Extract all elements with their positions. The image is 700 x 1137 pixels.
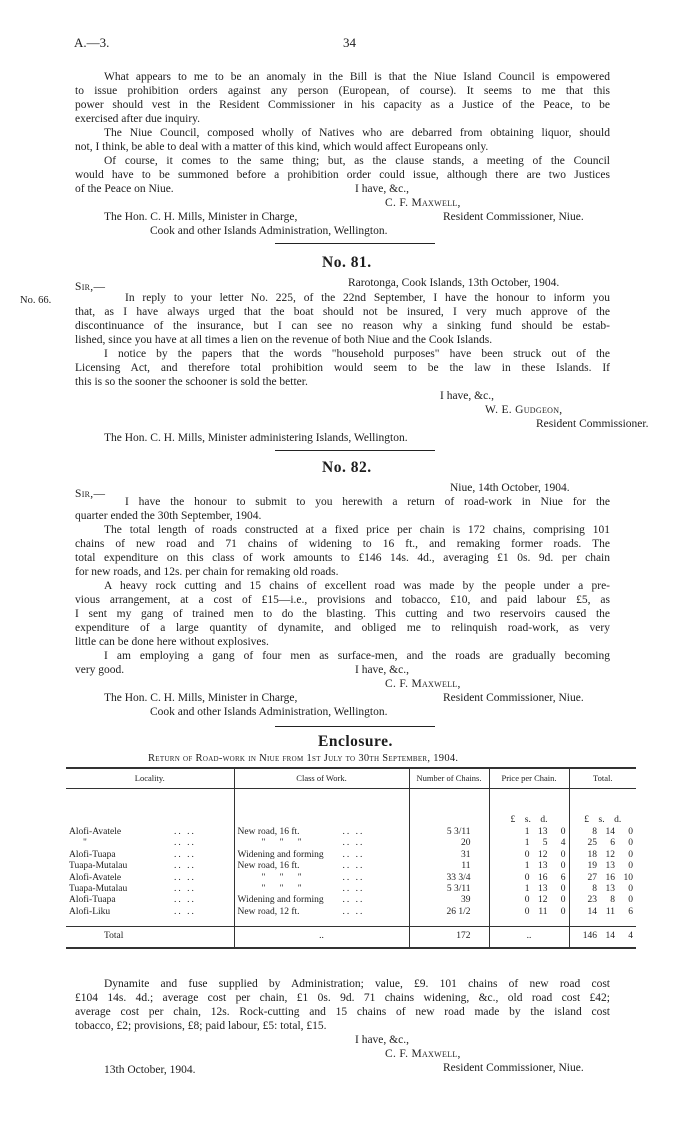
- money-pounds: 18: [587, 849, 597, 860]
- unit-shillings: s.: [598, 814, 605, 825]
- money-pence: 4: [560, 838, 566, 849]
- text-line: lished, since you have at all times a lien on the revenue of both Niue and the Cook Islands.: [75, 334, 493, 346]
- money-shillings: 16: [605, 872, 615, 883]
- money-shillings: 16: [538, 872, 548, 883]
- text-line: I am employing a gang of four men as surface-men, and the roads are gradually becoming: [104, 650, 610, 662]
- work-class-cell: " " ": [261, 883, 302, 894]
- text-line: discontinuance of the insurance, but I can see no reason why a sinking fund should be estab-: [75, 320, 610, 332]
- text-line: Licensing Act, and therefore total prohibition would seem to be the law in these Islands. If: [75, 362, 610, 374]
- salutation: Sir,—: [75, 281, 106, 293]
- money-shillings: 14: [605, 826, 615, 837]
- text-line: power should vest in the Resident Commissioner in his capacity as a Justice of the Peace, to be: [75, 99, 610, 111]
- table-units-row: [66, 789, 636, 827]
- money-shillings: 6: [610, 838, 615, 849]
- work-class-cell: Widening and forming: [237, 895, 324, 906]
- chains-cell: 5 3/11: [446, 826, 471, 837]
- text-line: for new roads, and 12s. per chain for remaking old roads.: [75, 566, 339, 578]
- addressee-line2: Cook and other Islands Administration, Wellington.: [150, 225, 388, 237]
- work-class-cell: " " ": [261, 872, 302, 883]
- chains-cell: 33 3/4: [446, 872, 471, 883]
- closing: I have, &c.,: [355, 183, 409, 195]
- locality-cell: Alofi-Tuapa: [69, 895, 116, 906]
- table-row: Alofi-Avatele .. .. New road, 16 ft. .. .. 5 3/11 1 13 0 8 14 0: [66, 827, 636, 838]
- report-ref: A.—3.: [74, 35, 110, 50]
- text-line: to issue prohibition orders against any person (European, of course). It seems to me that this: [75, 85, 610, 97]
- note-line: Dynamite and fuse supplied by Administration; value, £9. 101 chains of new road cost: [104, 978, 610, 990]
- chains-cell: 39: [461, 895, 471, 906]
- unit-pounds: £: [584, 814, 590, 825]
- signer-title: Resident Commissioner, Niue.: [443, 692, 584, 704]
- money-pounds: 1: [524, 861, 530, 872]
- text-line: would have to be summoned before a prohibition order could issue, although there are two Justices: [75, 169, 610, 181]
- text-line: In reply to your letter No. 225, of the 22nd September, I have the honour to inform you: [125, 292, 610, 304]
- letter-heading: No. 82.: [322, 459, 372, 476]
- money-pounds: 146: [582, 931, 597, 942]
- chains-cell: 11: [461, 861, 471, 872]
- money-pence: 0: [628, 895, 633, 906]
- table-row: Alofi-Tuapa .. .. Widening and forming .. .. 31 0 12 0 18 12 0: [66, 850, 636, 861]
- table-header-row: [66, 768, 636, 789]
- unit-pounds: £: [510, 814, 516, 825]
- total-row: Total .. 172 .. 146 14 4: [66, 926, 636, 948]
- text-line: that, as I have always urged that the boat should not be insured, I very much approve of the: [75, 306, 610, 318]
- chains-cell: 5 3/11: [446, 883, 471, 894]
- signature: C. F. Maxwell,: [385, 1048, 461, 1060]
- text-line: The Niue Council, composed wholly of Natives who are debarred from obtaining liquor, should: [104, 127, 610, 139]
- chains-cell: 31: [461, 849, 471, 860]
- money-pence: 6: [628, 906, 633, 917]
- locality-cell: Alofi-Avatele: [69, 826, 122, 837]
- closing: I have, &c.,: [355, 664, 409, 676]
- closing: I have, &c.,: [355, 1034, 409, 1046]
- text-line: A heavy rock cutting and 15 chains of excellent road was made by the people under a pre-: [104, 580, 610, 592]
- money-shillings: 13: [538, 861, 548, 872]
- locality-cell: Alofi-Avatele: [69, 872, 122, 883]
- signer-title: Resident Commissioner, Niue.: [443, 1062, 584, 1074]
- closing: I have, &c.,: [440, 390, 494, 402]
- addressee: The Hon. C. H. Mills, Minister in Charge,: [104, 211, 298, 223]
- locality-cell: Tuapa-Mutalau: [69, 883, 128, 894]
- text-line: exercised after due inquiry.: [75, 113, 201, 125]
- money-shillings: 8: [610, 895, 615, 906]
- table-row: Alofi-Avatele .. .. " " " .. .. 33 3/4 0 16 6 27 16 10: [66, 873, 636, 884]
- margin-reference: No. 66.: [20, 295, 52, 306]
- unit-pence: d.: [614, 814, 622, 825]
- chains-cell: 20: [461, 838, 471, 849]
- text-line: quarter ended the 30th September, 1904.: [75, 510, 262, 522]
- signer-title: Resident Commissioner.: [536, 418, 649, 430]
- text-line: vious arrangement, at a cost of £15—i.e., provisions and tobacco, £10, and paid labour £5, as: [75, 594, 610, 606]
- money-shillings: 12: [538, 895, 548, 906]
- money-pounds: 0: [524, 895, 530, 906]
- work-class-cell: New road, 12 ft.: [237, 906, 300, 917]
- text-line: not, I think, be able to deal with a matter of this kind, which would affect Europeans only.: [75, 141, 489, 153]
- column-header: Locality.: [66, 768, 234, 789]
- money-pence: 0: [560, 906, 566, 917]
- signer-title: Resident Commissioner, Niue.: [443, 211, 584, 223]
- text-line: I sent my gang of trained men to do the blasting. This cutting and two reservoirs caused the: [75, 608, 610, 620]
- road-work-table: [66, 767, 636, 949]
- letter-heading: No. 81.: [322, 254, 372, 271]
- money-pounds: 1: [524, 838, 530, 849]
- enclosure-heading: Enclosure.: [318, 733, 393, 750]
- money-pence: 10: [623, 872, 633, 883]
- money-shillings: 11: [605, 906, 615, 917]
- money-pounds: 19: [587, 861, 597, 872]
- signature: W. E. Gudgeon,: [485, 404, 563, 416]
- signature: C. F. Maxwell,: [385, 678, 461, 690]
- text-line: little can be done here without explosives.: [75, 636, 269, 648]
- money-shillings: 14: [605, 931, 615, 942]
- money-pounds: 0: [524, 872, 530, 883]
- text-line: I notice by the papers that the words "household purposes" have been struck out of the: [104, 348, 610, 360]
- money-pence: 0: [628, 838, 633, 849]
- text-line: total expenditure on this class of work amounts to £146 14s. 4d., averaging £1 0s. 9d. per chain: [75, 552, 610, 564]
- column-header: Total.: [569, 768, 636, 789]
- money-pounds: 14: [587, 906, 597, 917]
- money-shillings: 12: [538, 849, 548, 860]
- work-class-cell: " " ": [261, 838, 302, 849]
- money-pounds: 0: [524, 906, 530, 917]
- column-header: Price per Chain.: [489, 768, 569, 789]
- table-row: Alofi-Tuapa .. .. Widening and forming .. .. 39 0 12 0 23 8 0: [66, 895, 636, 906]
- locality-cell: Tuapa-Mutalau: [69, 861, 128, 872]
- money-pence: 0: [628, 861, 633, 872]
- divider: [275, 726, 435, 727]
- signature: C. F. Maxwell,: [385, 197, 461, 209]
- work-class-cell: Widening and forming: [237, 849, 324, 860]
- text-line: What appears to me to be an anomaly in the Bill is that the Niue Island Council is empowered: [104, 71, 610, 83]
- money-pence: 0: [628, 849, 633, 860]
- work-class-cell: New road, 16 ft.: [237, 826, 300, 837]
- table-row: Tuapa-Mutalau .. .. " " " .. .. 5 3/11 1 13 0 8 13 0: [66, 884, 636, 895]
- enclosure-subtitle: Return of Road-work in Niue from 1st July to 30th September, 1904.: [148, 753, 459, 764]
- text-line: chains of new road and 71 chains of widening to 16 ft., and remaking former roads. The: [75, 538, 610, 550]
- money-pence: 0: [560, 826, 566, 837]
- money-shillings: 13: [538, 883, 548, 894]
- chains-cell: 26 1/2: [446, 906, 471, 917]
- text-line: this is so the sooner the schooner is sold the better.: [75, 376, 308, 388]
- money-pence: 6: [560, 872, 566, 883]
- money-pounds: 27: [587, 872, 597, 883]
- text-line: The total length of roads constructed at a fixed price per chain is 172 chains, comprising 101: [104, 524, 610, 536]
- text-line: very good.: [75, 664, 125, 676]
- addressee-line2: Cook and other Islands Administration, Wellington.: [150, 706, 388, 718]
- locality-cell: Alofi-Tuapa: [69, 849, 116, 860]
- table-row: " .. .. " " " .. .. 20 1 5 4 25 6 0: [66, 838, 636, 849]
- note-line: £104 14s. 4d.; average cost per chain, £1 0s. 9d. 71 chains widening, &c., old road cost £42;: [75, 992, 610, 1004]
- divider: [275, 450, 435, 451]
- money-pounds: 8: [592, 883, 597, 894]
- money-pounds: 23: [587, 895, 597, 906]
- total-label: Total: [104, 931, 124, 942]
- text-line: Of course, it comes to the same thing; but, as the clause stands, a meeting of the Council: [104, 155, 610, 167]
- note-line: tobacco, £2; provisions, £8; paid labour, £5: total, £15.: [75, 1020, 327, 1032]
- money-shillings: 11: [538, 906, 548, 917]
- money-pounds: 0: [524, 849, 530, 860]
- total-chains: 172: [456, 931, 471, 942]
- text-line: expenditure of a large quantity of dynamite, and obliged me to relinquish road-work, as very: [75, 622, 610, 634]
- money-pence: 0: [560, 895, 566, 906]
- page-number: 34: [343, 35, 356, 50]
- money-pounds: 1: [524, 883, 530, 894]
- place-date: Rarotonga, Cook Islands, 13th October, 1904.: [348, 277, 560, 289]
- locality-cell: ": [83, 838, 87, 849]
- place-date: Niue, 14th October, 1904.: [450, 482, 570, 494]
- money-pounds: 8: [592, 826, 597, 837]
- money-shillings: 5: [542, 838, 548, 849]
- note-line: average cost per chain, 12s. Rock-cutting and 15 chains of new road made by the island cost: [75, 1006, 610, 1018]
- addressee: The Hon. C. H. Mills, Minister in Charge,: [104, 692, 298, 704]
- table-row: Alofi-Liku .. .. New road, 12 ft. .. .. 26 1/2 0 11 0 14 11 6: [66, 907, 636, 918]
- text-line: I have the honour to submit to you herewith a return of road-work in Niue for the: [125, 496, 610, 508]
- money-shillings: 13: [605, 883, 615, 894]
- money-pence: 4: [628, 931, 633, 942]
- money-pounds: 1: [524, 826, 530, 837]
- unit-shillings: s.: [524, 814, 531, 825]
- table-row: Tuapa-Mutalau .. .. New road, 16 ft. .. .. 11 1 13 0 19 13 0: [66, 861, 636, 872]
- work-class-cell: New road, 16 ft.: [237, 861, 300, 872]
- total-price: ..: [526, 931, 532, 942]
- column-header: Number of Chains.: [409, 768, 489, 789]
- salutation: Sir,—: [75, 488, 106, 500]
- money-pence: 0: [560, 861, 566, 872]
- text-line: of the Peace on Niue.: [75, 183, 174, 195]
- money-shillings: 13: [538, 826, 548, 837]
- money-pence: 0: [560, 883, 566, 894]
- column-header: Class of Work.: [234, 768, 409, 789]
- addressee: The Hon. C. H. Mills, Minister administering Islands, Wellington.: [104, 432, 408, 444]
- unit-pence: d.: [540, 814, 548, 825]
- money-pence: 0: [628, 826, 633, 837]
- date: 13th October, 1904.: [104, 1064, 196, 1076]
- money-shillings: 13: [605, 861, 615, 872]
- divider: [275, 243, 435, 244]
- money-shillings: 12: [605, 849, 615, 860]
- money-pounds: 25: [587, 838, 597, 849]
- spacer-row: [66, 918, 636, 926]
- money-pence: 0: [628, 883, 633, 894]
- money-pence: 0: [560, 849, 566, 860]
- locality-cell: Alofi-Liku: [69, 906, 111, 917]
